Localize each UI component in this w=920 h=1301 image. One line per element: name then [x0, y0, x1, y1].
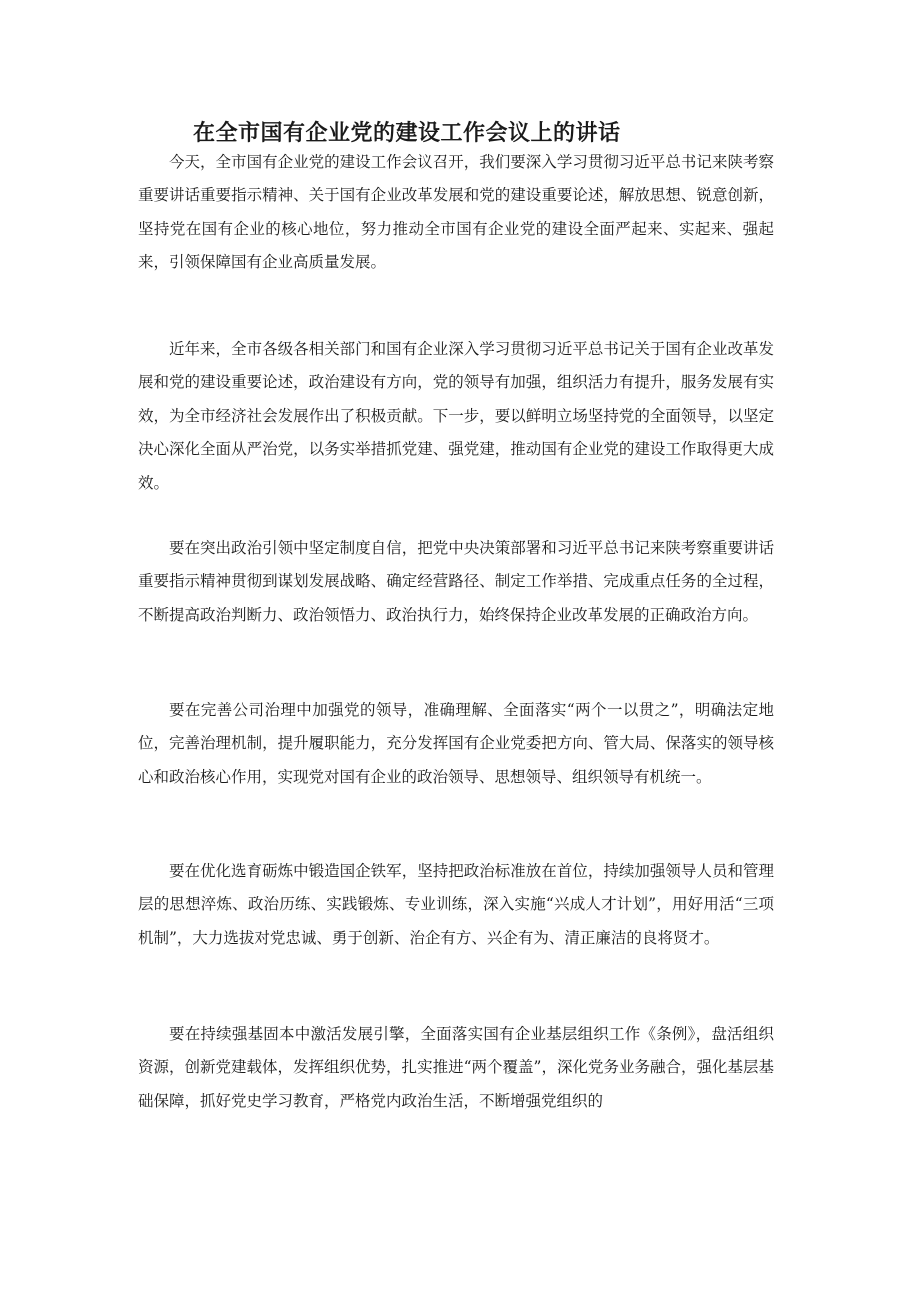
paragraph-talent-cultivation: 要在优化选育砺炼中锻造国企铁军，坚持把政治标准放在首位，持续加强领导人员和管理层的思想淬炼、政治历练、实践锻炼、专业训练，深入实施“兴成人才计划”，用好用活“三项机制”，大力选拔对党忠诚、勇于创新、治企有方、兴企有为、清正廉洁的良将贤才。: [138, 862, 774, 947]
paragraph-opening: 今天，全市国有企业党的建设工作会议召开，我们要深入学习贯彻习近平总书记来陕考察重要讲话重要指示精神、关于国有企业改革发展和党的建设重要论述，解放思想、锐意创新，坚持党在国有企业的核心地位，努力推动全市国有企业党的建设全面严起来、实起来、强起来，引领保障国有企业高质量发展。: [138, 153, 774, 272]
paragraph-corporate-governance: 要在完善公司治理中加强党的领导，准确理解、全面落实“两个一以贯之”，明确法定地位，完善治理机制，提升履职能力，充分发挥国有企业党委把方向、管大局、保落实的领导核心和政治核心作用，实现党对国有企业的政治领导、思想领导、组织领导有机统一。: [138, 701, 774, 786]
paragraph-recent-years: 近年来，全市各级各相关部门和国有企业深入学习贯彻习近平总书记关于国有企业改革发展和党的建设重要论述，政治建设有方向，党的领导有加强，组织活力有提升，服务发展有实效，为全市经济社会发展作出了积极贡献。下一步，要以鲜明立场坚持党的全面领导，以坚定决心深化全面从严治党，以务实举措抓党建、强党建，推动国有企业党的建设工作取得更大成效。: [138, 340, 774, 492]
paragraph-political-guidance: 要在突出政治引领中坚定制度自信，把党中央决策部署和习近平总书记来陕考察重要讲话重要指示精神贯彻到谋划发展战略、确定经营路径、制定工作举措、完成重点任务的全过程，不断提高政治判断力、政治领悟力、政治执行力，始终保持企业改革发展的正确政治方向。: [138, 539, 774, 624]
paragraph-grassroots-strengthening: 要在持续强基固本中激活发展引擎，全面落实国有企业基层组织工作《条例》，盘活组织资源，创新党建载体，发挥组织优势，扎实推进“两个覆盖”，深化党务业务融合，强化基层基础保障，抓好党史学习教育，严格党内政治生活，不断增强党组织的: [138, 1025, 774, 1110]
document-title: 在全市国有企业党的建设工作会议上的讲话: [193, 121, 621, 146]
